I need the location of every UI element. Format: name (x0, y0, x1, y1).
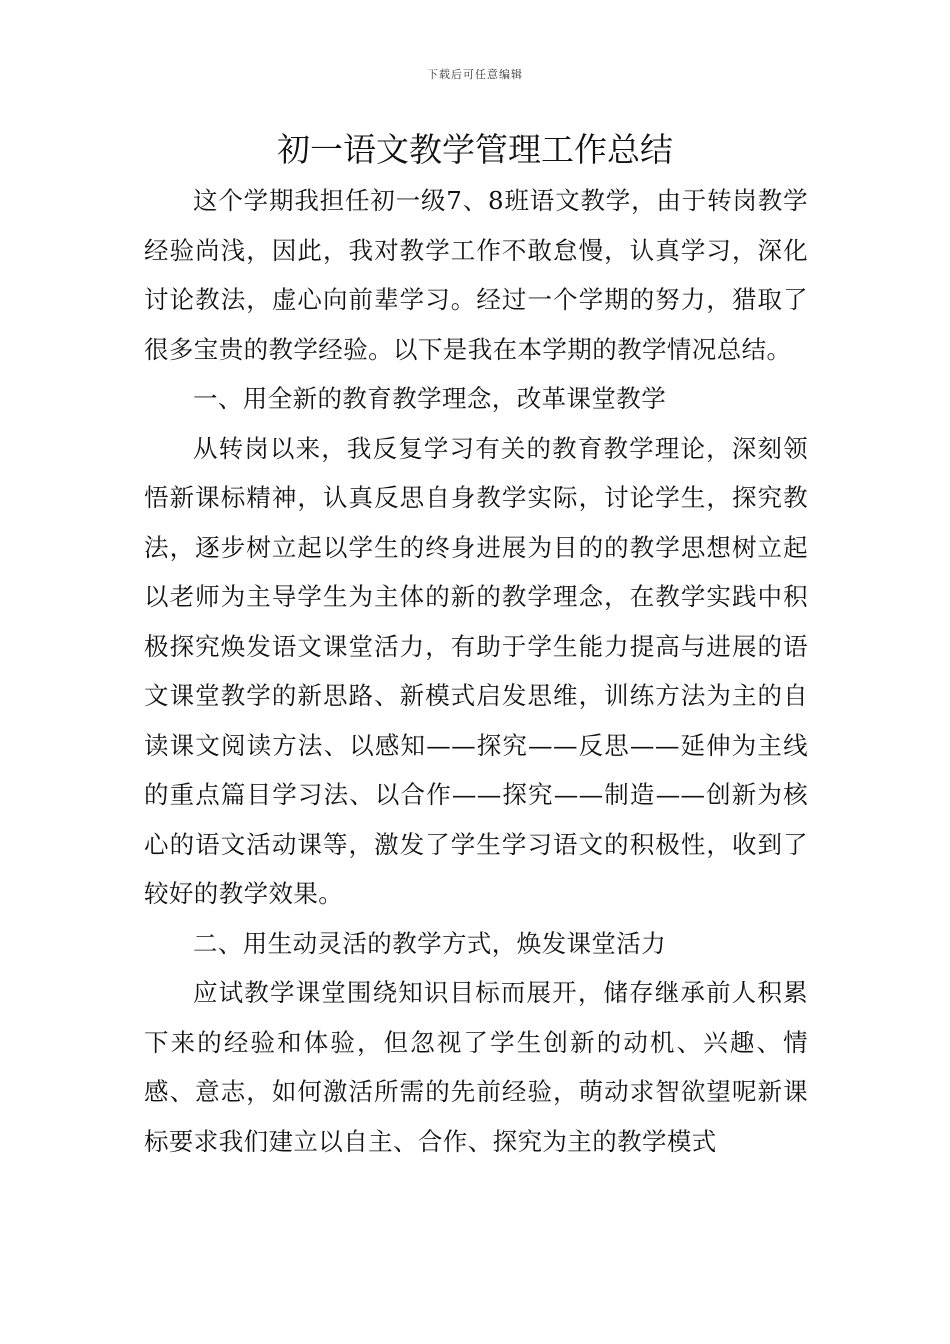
document-title: 初一语文教学管理工作总结 (277, 130, 673, 169)
intro-paragraph: 这个学期我担任初一级7、8班语文教学，由于转岗教学经验尚浅，因此，我对教学工作不敢怠慢，认真学习，深化讨论教法，虚心向前辈学习。经过一个学期的努力，猎取了很多宝贵的教学经验。以下是我在本学期的教学情况总结。 (144, 186, 808, 364)
section-2-paragraph: 应试教学课堂围绕知识目标而展开，储存继承前人积累下来的经验和体验，但忽视了学生创新的动机、兴趣、情感、意志，如何激活所需的先前经验，萌动求智欲望呢新课标要求我们建立以自主、合作、探究为主的教学模式 (144, 978, 808, 1156)
section-1-paragraph: 从转岗以来，我反复学习有关的教育教学理论，深刻领悟新课标精神，认真反思自身教学实际，讨论学生，探究教法，逐步树立起以学生的终身进展为目的的教学思想树立起以老师为主导学生为主体的新的教学理念，在教学实践中积极探究焕发语文课堂活力，有助于学生能力提高与进展的语文课堂教学的新思路、新模式启发思维，训练方法为主的自读课文阅读方法、以感知——探究——反思——延伸为主线的重点篇目学习法、以合作——探究——制造——创新为核心的语文活动课等，激发了学生学习语文的积极性，收到了较好的教学效果。 (144, 433, 808, 908)
section-heading-1: 一、用全新的教育教学理念，改革课堂教学 (193, 384, 667, 413)
section-heading-2: 二、用生动灵活的教学方式，焕发课堂活力 (193, 928, 667, 958)
header-note: 下载后可任意编辑 (427, 68, 523, 81)
document-body (144, 176, 808, 1166)
